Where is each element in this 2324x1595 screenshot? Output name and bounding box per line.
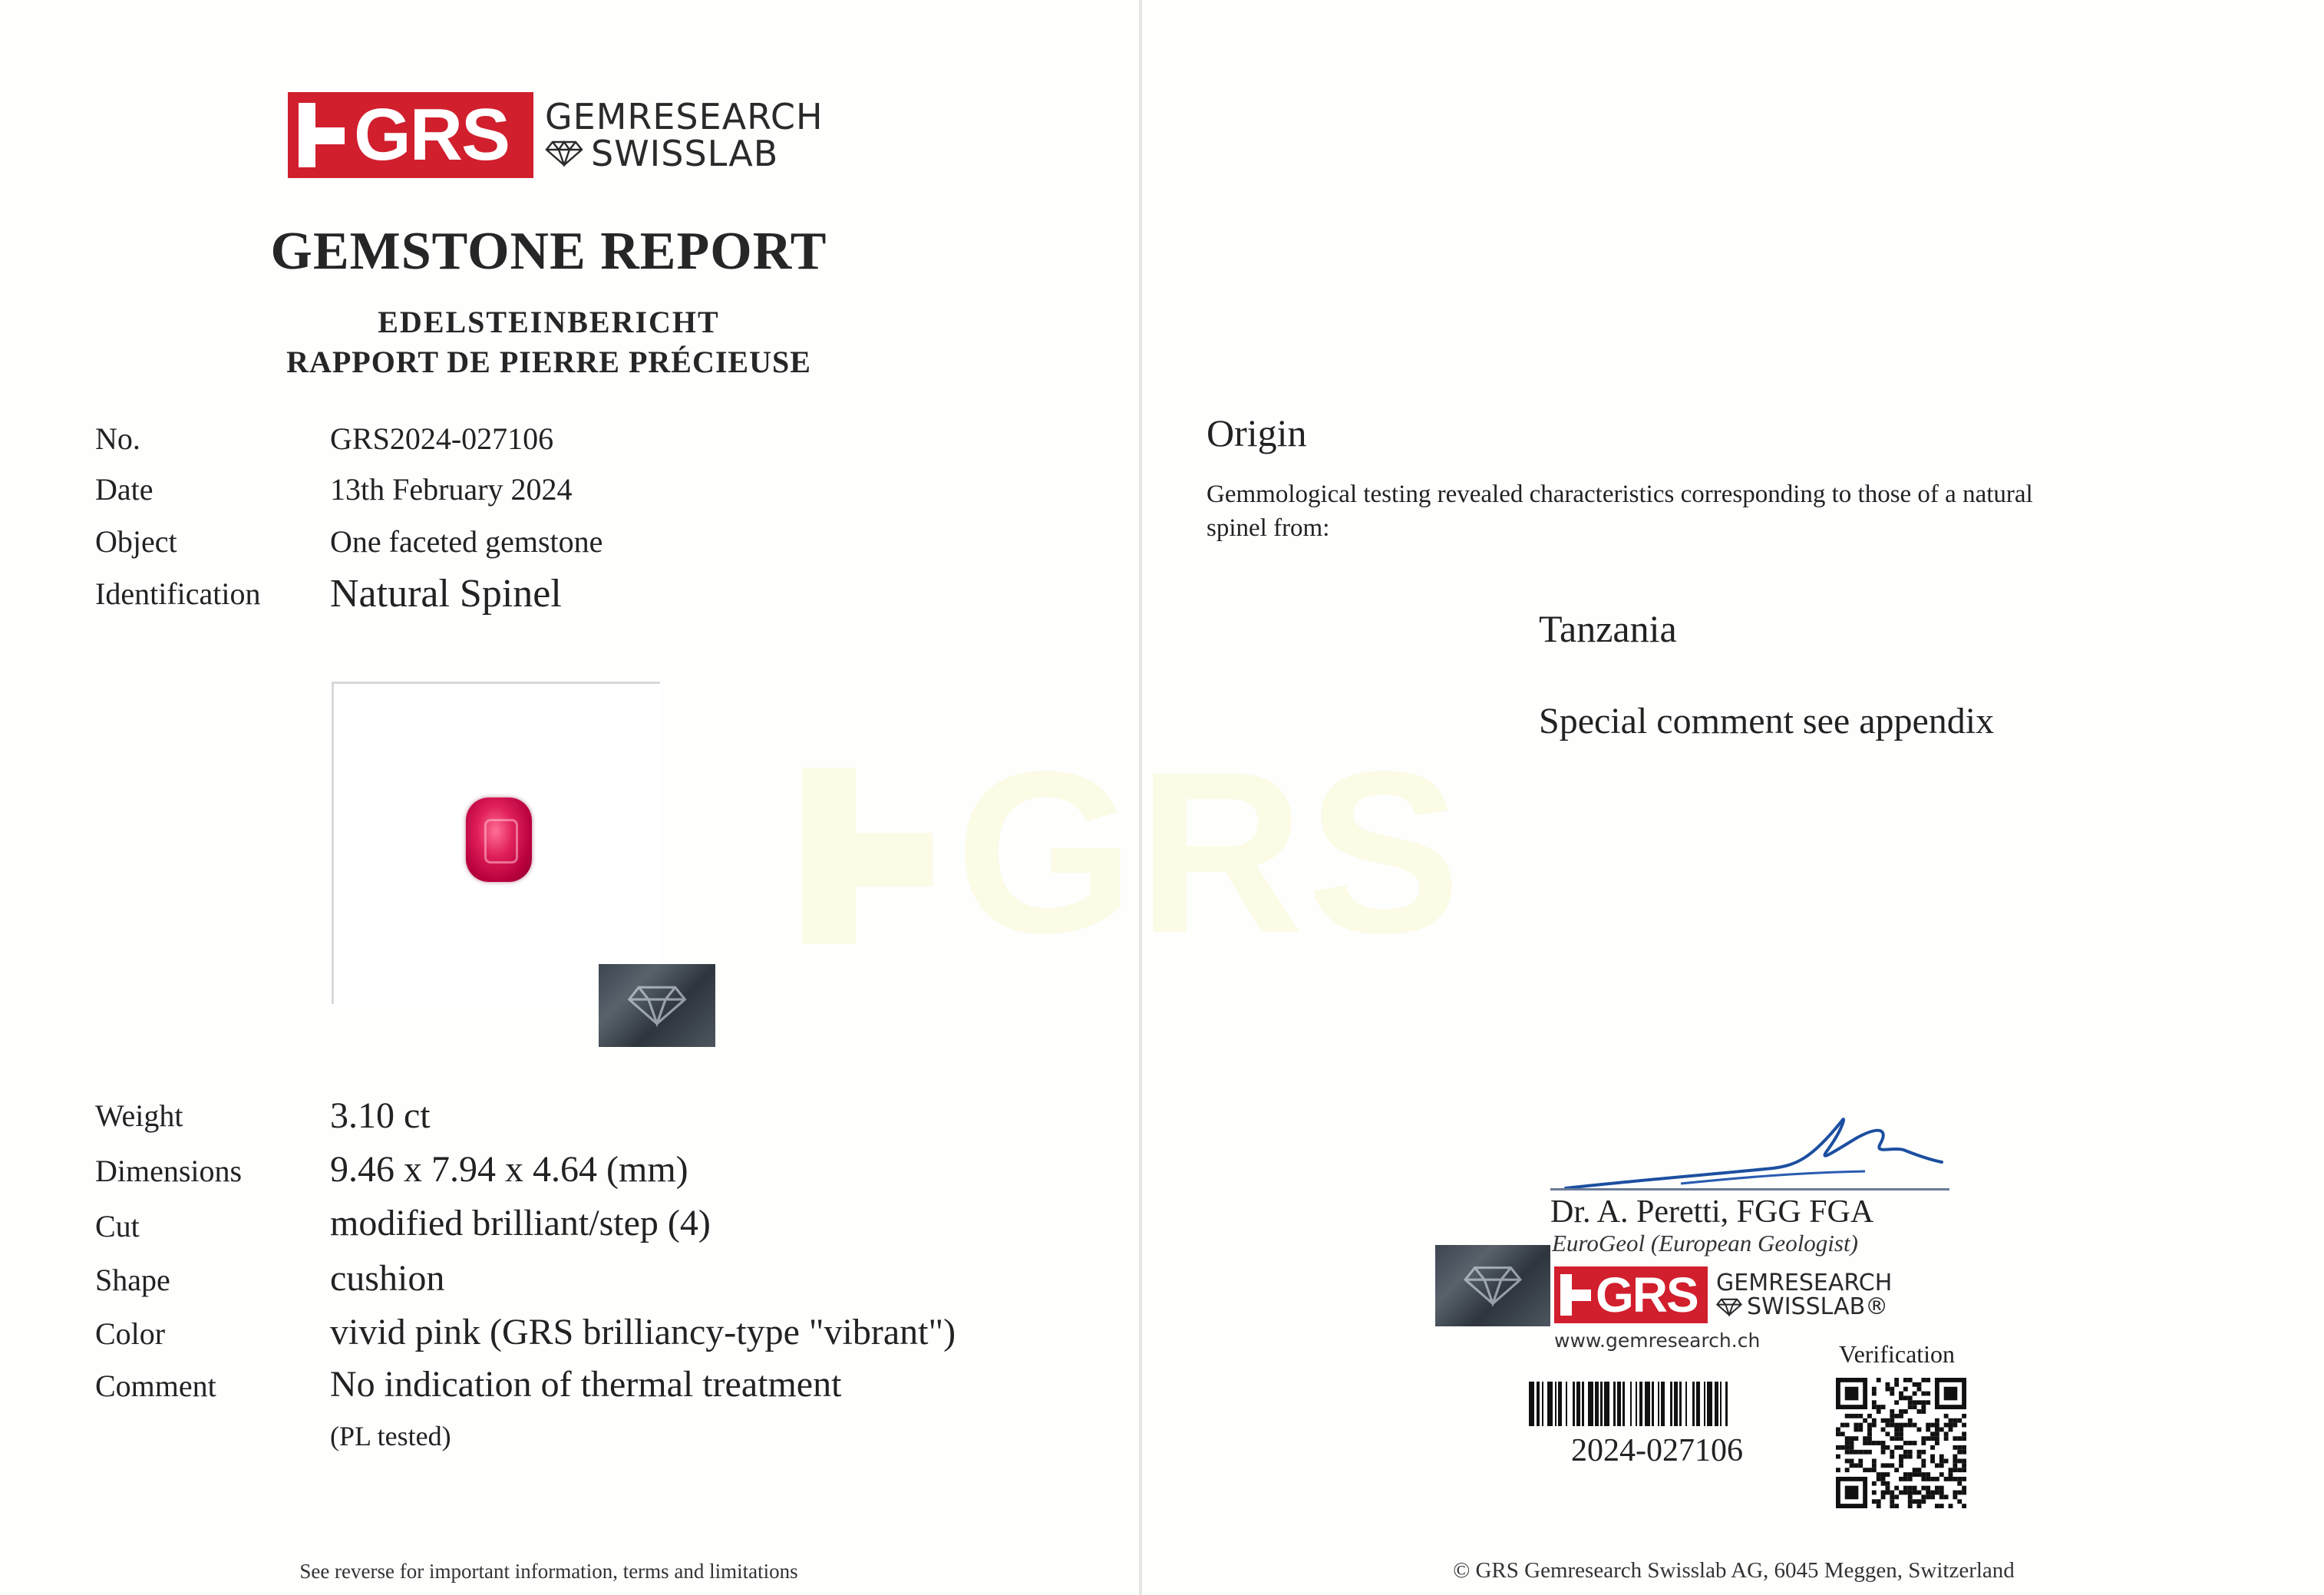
wordmark-line2: SWISSLAB (591, 133, 779, 174)
diamond-icon (1716, 1298, 1742, 1316)
wordmark-small-line1: GEMRESEARCH (1716, 1270, 1893, 1296)
value-comment: No indication of thermal treatment (330, 1364, 842, 1405)
special-comment: Special comment see appendix (1539, 701, 1995, 741)
value-comment-note: (PL tested) (330, 1421, 451, 1451)
wordmark-small-line2: SWISSLAB® (1747, 1293, 1889, 1320)
label-object: Object (95, 524, 177, 559)
report-subtitle-fr: RAPPORT DE PIERRE PRÉCIEUSE (286, 345, 811, 379)
label-comment: Comment (95, 1369, 216, 1403)
logo-text-small: GRS (1596, 1267, 1698, 1323)
hologram-diamond-icon (626, 984, 687, 1027)
value-shape: cushion (330, 1258, 445, 1299)
value-color: vivid pink (GRS brilliancy-type "vibrant") (330, 1312, 956, 1352)
label-dimensions: Dimensions (95, 1154, 243, 1188)
signer-name: Dr. A. Peretti, FGG FGA (1550, 1194, 1874, 1230)
label-date: Date (95, 472, 154, 507)
origin-country: Tanzania (1539, 607, 1677, 650)
watermark-text: GRS (956, 723, 1464, 981)
swiss-cross-watermark-icon (802, 768, 933, 944)
origin-heading: Origin (1207, 411, 1307, 454)
value-dimensions: 9.46 x 7.94 x 4.64 (mm) (330, 1149, 688, 1190)
diamond-icon (545, 140, 583, 167)
logo-wordmark-small (1716, 1271, 1892, 1319)
swiss-cross-icon (299, 92, 352, 178)
report-subtitle-de: EDELSTEINBERICHT (378, 305, 720, 339)
logo-wordmark (545, 98, 824, 172)
label-color: Color (95, 1316, 166, 1351)
swiss-cross-icon (1560, 1266, 1596, 1323)
value-cut: modified brilliant/step (4) (330, 1203, 711, 1243)
origin-text: Gemmological testing revealed characteristics corresponding to those of a natural spinel from: (1207, 480, 2033, 542)
hologram-seal (599, 964, 715, 1047)
gemstone-image (466, 798, 532, 882)
footer-terms: See reverse for important information, terms and limitations (299, 1560, 798, 1583)
label-weight: Weight (95, 1098, 183, 1133)
barcode-number: 2024-027106 (1571, 1433, 1743, 1468)
value-object: One faceted gemstone (330, 524, 603, 559)
value-number: GRS2024-027106 (330, 421, 554, 456)
signer-role: EuroGeol (European Geologist) (1552, 1230, 1858, 1257)
wordmark-line1: GEMRESEARCH (545, 96, 824, 137)
label-shape: Shape (95, 1263, 170, 1297)
signature-line (1550, 1188, 1949, 1190)
value-identification: Natural Spinel (330, 572, 562, 616)
label-number: No. (95, 421, 140, 456)
value-date: 13th February 2024 (330, 472, 573, 507)
hologram-diamond-icon (1463, 1264, 1523, 1306)
report-title: GEMSTONE REPORT (270, 222, 827, 281)
barcode (1529, 1382, 1785, 1426)
verification-qr-code[interactable] (1836, 1378, 1966, 1508)
hologram-seal-small (1435, 1245, 1550, 1326)
verification-label: Verification (1839, 1340, 1956, 1368)
website-link[interactable]: www.gemresearch.ch (1554, 1329, 1761, 1352)
logo-text: GRS (354, 94, 510, 176)
footer-copyright: © GRS Gemresearch Swisslab AG, 6045 Meggen, Switzerland (1453, 1558, 2015, 1583)
grs-logo (288, 92, 533, 178)
label-cut: Cut (95, 1209, 140, 1243)
gemstone-photo (332, 682, 660, 1004)
value-weight: 3.10 ct (330, 1095, 431, 1136)
label-identification: Identification (95, 576, 261, 611)
grs-logo-small (1554, 1266, 1708, 1323)
grs-watermark (802, 723, 1464, 981)
